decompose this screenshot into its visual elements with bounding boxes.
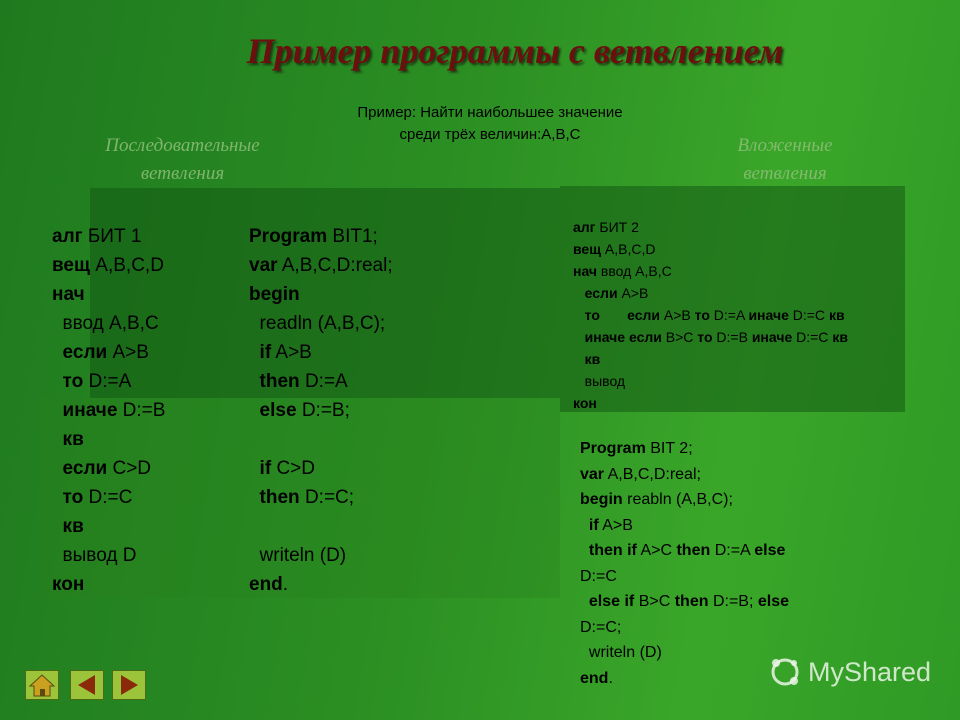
slide-title: Пример программы с ветвлением — [246, 31, 784, 71]
code-text: D:=B — [117, 400, 166, 421]
label-line: Последовательные — [105, 135, 260, 156]
code-line — [249, 570, 393, 599]
code-keyword: begin — [249, 284, 300, 305]
code-text: D:=C; — [299, 487, 355, 508]
code-keyword: end — [249, 574, 283, 595]
subtitle-line: среди трёх величин:А,В,С — [399, 126, 581, 143]
nested-branching-label — [715, 132, 855, 188]
code-text: . — [282, 574, 289, 595]
code-line — [52, 338, 165, 367]
code-line: then if A>C then D:=A else — [588, 542, 786, 559]
code-text: А,В,С,D — [90, 255, 164, 276]
code-line: var A,B,C,D:real; — [580, 465, 701, 483]
home-icon — [26, 671, 58, 699]
code-line — [249, 541, 393, 570]
code-keyword: кон — [52, 574, 85, 595]
code-line: кв — [584, 351, 601, 367]
code-line: если A>B — [584, 285, 649, 301]
code-line: D:=C — [580, 567, 617, 585]
watermark-text: MyShared — [808, 656, 932, 687]
code-line — [249, 425, 393, 454]
code-line: нач ввод А,В,С — [573, 263, 672, 279]
code-keyword: алг — [52, 226, 83, 247]
arrow-right-icon — [113, 671, 145, 699]
code-line: вещ А,В,С,D — [573, 241, 656, 257]
code-line: вывод — [573, 373, 626, 389]
code-line: end. — [580, 669, 613, 687]
code-line — [249, 396, 393, 425]
myshared-logo-icon — [768, 655, 802, 689]
code-line — [249, 338, 393, 367]
code-keyword: var — [249, 255, 278, 276]
code-keyword: if — [249, 342, 272, 363]
code-line — [249, 454, 393, 483]
code-keyword: вещ — [52, 255, 91, 276]
code-line — [52, 367, 165, 396]
code-keyword: если — [52, 458, 108, 479]
code-text: вывод D — [52, 545, 137, 566]
code-text: BIT1; — [327, 226, 378, 247]
code-text: D:=B; — [296, 400, 350, 421]
code-line — [52, 396, 165, 425]
code-keyword: if — [249, 458, 272, 479]
code-line — [52, 454, 165, 483]
code-line — [52, 512, 165, 541]
code-text: A>B — [107, 342, 149, 363]
code-line: if A>B — [588, 516, 633, 534]
algorithm-block-2 — [573, 216, 848, 414]
code-keyword: then — [249, 487, 300, 508]
code-text: ввод А,В,С — [52, 313, 159, 334]
label-line: Вложенные — [737, 135, 833, 156]
code-text: D:=A — [83, 371, 132, 392]
code-keyword: нач — [52, 284, 85, 305]
label-line: ветвления — [743, 163, 827, 184]
code-text: C>D — [107, 458, 152, 479]
code-keyword: если — [52, 342, 108, 363]
code-line — [52, 541, 165, 570]
watermark — [768, 655, 931, 689]
code-line: Program BIT 2; — [580, 440, 693, 457]
code-line — [249, 512, 393, 541]
code-line — [52, 425, 165, 454]
code-line — [249, 309, 393, 338]
label-line: ветвления — [140, 163, 225, 184]
code-keyword: Program — [249, 226, 328, 247]
code-keyword: кв — [52, 516, 84, 537]
code-line — [52, 570, 165, 599]
code-keyword: else — [249, 400, 297, 421]
code-line — [52, 309, 165, 338]
subtitle-line: Пример: Найти наибольшее значение — [357, 104, 623, 121]
sequential-branching-label — [80, 132, 285, 188]
code-text: D:=C — [83, 487, 133, 508]
code-keyword: иначе — [52, 400, 118, 421]
code-line: writeln (D) — [580, 644, 662, 661]
code-text: БИТ 1 — [82, 226, 142, 247]
code-line: то если A>B то D:=A иначе D:=C кв — [584, 307, 845, 323]
code-text: A>B — [271, 342, 312, 363]
code-line: иначе если B>C то D:=B иначе D:=C кв — [584, 329, 848, 345]
code-text: D:=A — [299, 371, 348, 392]
code-line: кон — [573, 395, 597, 411]
code-line: алг БИТ 2 — [573, 219, 639, 235]
code-keyword: то — [52, 487, 84, 508]
home-button[interactable] — [25, 670, 59, 700]
arrow-left-icon — [71, 671, 103, 699]
code-text: readln (A,B,C); — [249, 313, 386, 334]
code-text: writeln (D) — [249, 545, 347, 566]
code-keyword: то — [52, 371, 84, 392]
code-line — [249, 251, 393, 280]
forward-button[interactable] — [112, 670, 146, 700]
code-keyword: кв — [52, 429, 84, 450]
algorithm-block-1 — [52, 222, 165, 599]
code-line: else if B>C then D:=B; else — [588, 593, 789, 610]
program-block-2 — [580, 436, 789, 691]
code-keyword: then — [249, 371, 300, 392]
subtitle — [300, 102, 680, 146]
code-line — [52, 280, 165, 309]
code-line — [52, 251, 165, 280]
code-text: C>D — [271, 458, 315, 479]
code-text: A,B,C,D:real; — [277, 255, 393, 276]
back-button[interactable] — [70, 670, 104, 700]
code-line: D:=C; — [580, 618, 622, 636]
code-line — [249, 483, 393, 512]
code-line — [249, 367, 393, 396]
program-block-1 — [249, 222, 393, 599]
code-line — [249, 280, 393, 309]
code-line — [249, 222, 393, 251]
code-line: begin reabln (A,B,C); — [580, 491, 733, 508]
code-line — [52, 222, 165, 251]
code-line — [52, 483, 165, 512]
